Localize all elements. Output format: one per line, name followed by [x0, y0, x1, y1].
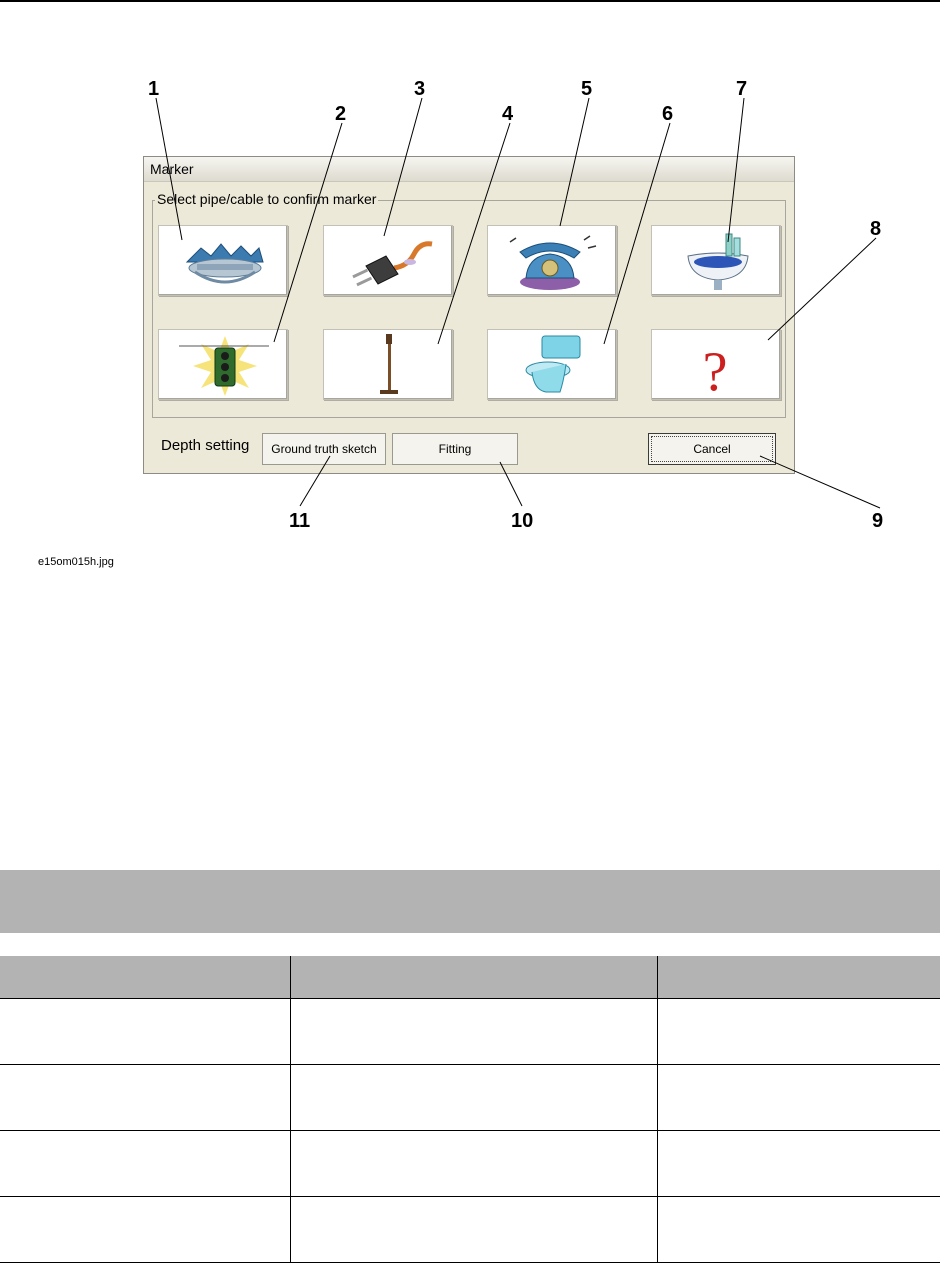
- svg-text:?: ?: [703, 341, 728, 401]
- group-label: Select pipe/cable to confirm marker: [155, 191, 378, 207]
- table-header-cell: [0, 956, 291, 999]
- callout-8: 8: [870, 218, 881, 241]
- leader-11: [300, 456, 330, 506]
- table-row: [0, 1065, 940, 1131]
- fitting-button[interactable]: Fitting: [392, 433, 518, 465]
- callout-10: 10: [511, 510, 533, 533]
- reference-table: [0, 956, 940, 1263]
- leader-4: [438, 123, 510, 344]
- gray-header-band: [0, 870, 940, 933]
- leader-9: [760, 456, 880, 508]
- leader-7: [728, 98, 744, 242]
- leader-8: [768, 238, 876, 340]
- table-row: [0, 999, 940, 1065]
- table-header-row: [0, 956, 940, 999]
- leader-2: [274, 123, 342, 342]
- ground-truth-sketch-button[interactable]: Ground truth sketch: [262, 433, 386, 465]
- callout-7: 7: [736, 78, 747, 101]
- table-header-cell: [658, 956, 940, 999]
- table-row: [0, 1197, 940, 1263]
- leader-lines: [0, 0, 940, 560]
- table-row: [0, 1131, 940, 1197]
- callout-2: 2: [335, 103, 346, 126]
- cancel-button[interactable]: Cancel: [648, 433, 776, 465]
- callout-9: 9: [872, 510, 883, 533]
- depth-setting-label: Depth setting: [161, 437, 249, 454]
- leader-5: [560, 98, 589, 226]
- leader-10: [500, 462, 522, 506]
- callout-11: 11: [289, 510, 310, 533]
- callout-5: 5: [581, 78, 592, 101]
- dialog-title: Marker: [144, 157, 794, 182]
- leader-1: [156, 98, 182, 240]
- callout-4: 4: [502, 103, 513, 126]
- callout-6: 6: [662, 103, 673, 126]
- leader-3: [384, 98, 422, 236]
- table-header-cell: [291, 956, 658, 999]
- callout-1: 1: [148, 78, 159, 101]
- callout-3: 3: [414, 78, 425, 101]
- leader-6: [604, 123, 670, 344]
- image-caption: e15om015h.jpg: [38, 556, 114, 568]
